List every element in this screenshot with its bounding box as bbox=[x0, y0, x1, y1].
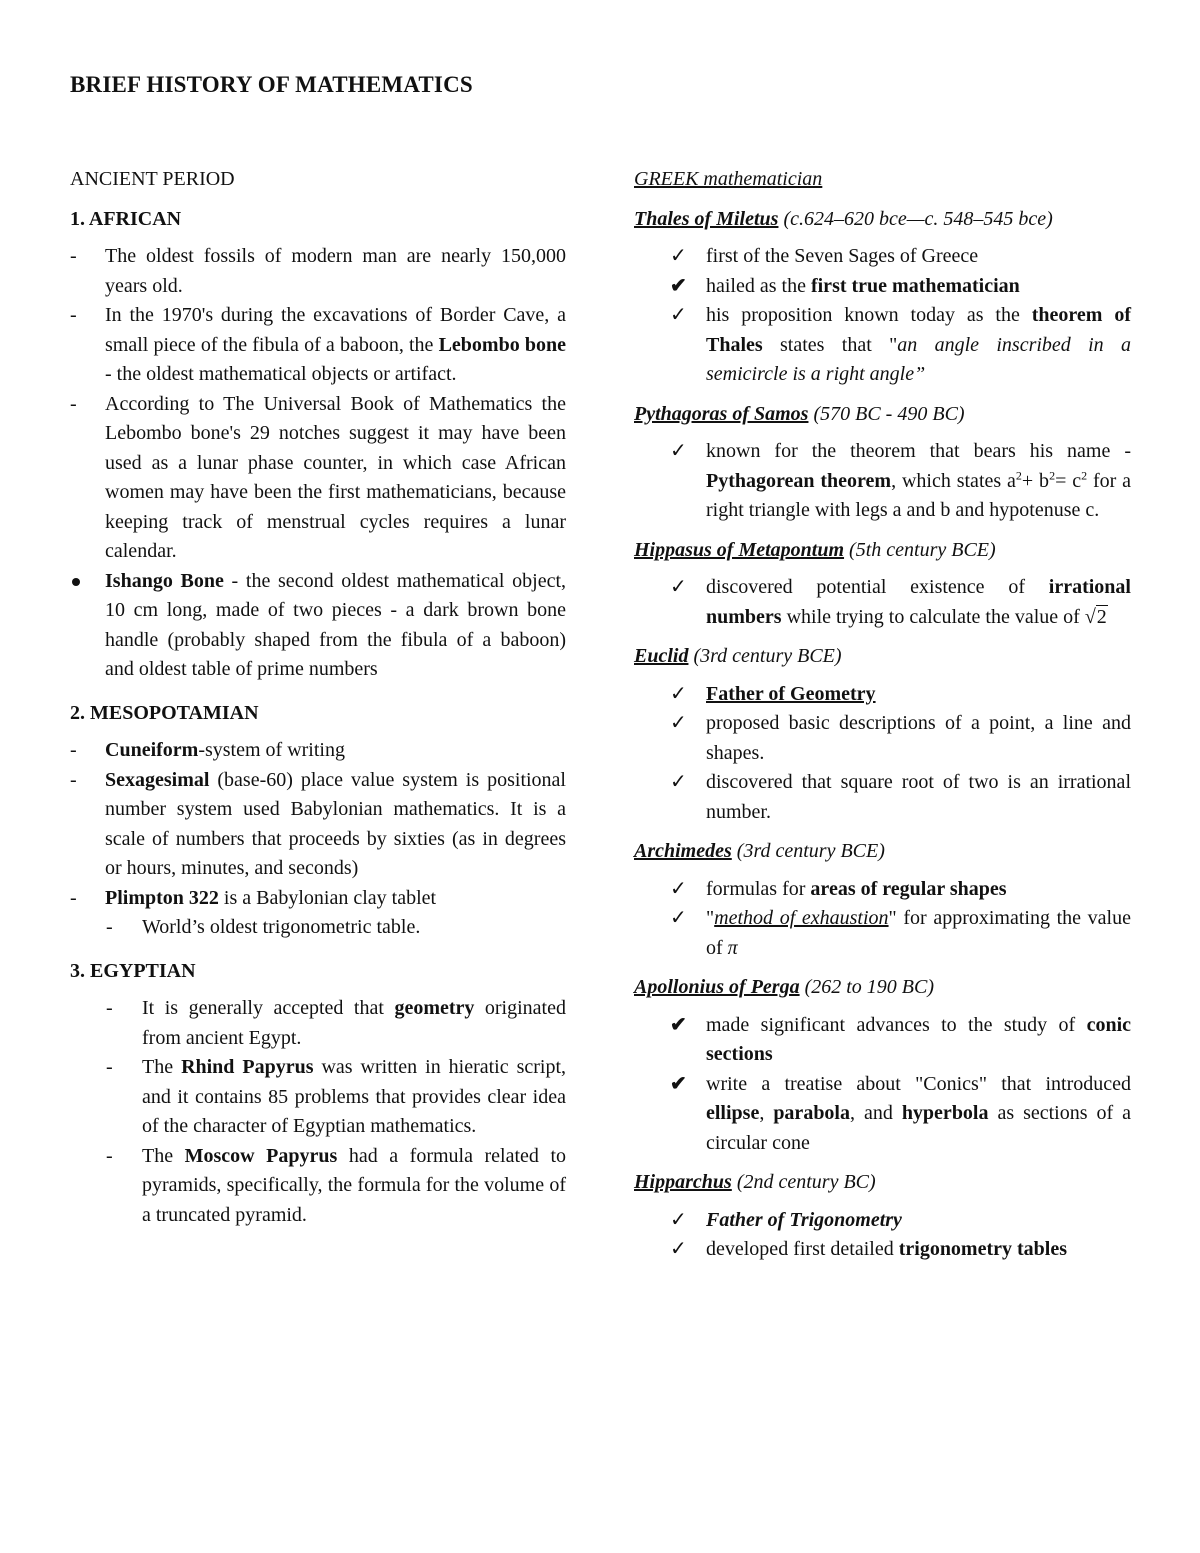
sub-list-item: - World’s oldest trigonometric table. bbox=[70, 913, 566, 943]
checkmark-icon: ✓ bbox=[670, 304, 687, 326]
mathematician-euclid: Euclid (3rd century BCE) bbox=[634, 645, 842, 667]
checkmark-icon: ✔ bbox=[670, 1013, 687, 1036]
dash-bullet: - bbox=[70, 768, 77, 791]
left-column bbox=[70, 165, 566, 1230]
period-heading: ANCIENT PERIOD bbox=[70, 168, 235, 190]
dash-bullet: - bbox=[106, 1056, 113, 1078]
mathematician-thales: Thales of Miletus (c.624–620 bce—c. 548–545 bce) bbox=[634, 207, 1053, 230]
checkmark-icon: ✔ bbox=[670, 274, 687, 297]
mathematician-apollonius: Apollonius of Perga (262 to 190 BC) bbox=[634, 976, 935, 998]
dash-bullet: - bbox=[70, 392, 77, 415]
checkmark-icon: ✓ bbox=[670, 712, 687, 734]
list-item: ✓ his proposition known today as the theorem of Thales states that "an angle inscribed in a semicircle is a right angle” bbox=[634, 301, 1131, 390]
mathematician-hipparchus: Hipparchus (2nd century BC) bbox=[634, 1171, 876, 1193]
checkmark-icon: ✔ bbox=[670, 1072, 687, 1095]
dash-bullet: - bbox=[70, 886, 77, 909]
mathematician-pythagoras: Pythagoras of Samos (570 BC - 490 BC) bbox=[634, 402, 965, 425]
checkmark-icon: ✓ bbox=[670, 1208, 687, 1231]
list-item: ✓ discovered that square root of two is an irrational number. bbox=[634, 768, 1131, 827]
section-african-heading: 1. AFRICAN bbox=[70, 207, 182, 230]
list-item: ✓ discovered potential existence of irrational numbers while trying to calculate the value of √2 bbox=[634, 573, 1131, 632]
mathematician-hippasus: Hippasus of Metapontum (5th century BCE) bbox=[634, 538, 996, 561]
dash-bullet: - bbox=[106, 1144, 113, 1167]
checkmark-icon: ✓ bbox=[670, 1238, 687, 1260]
list-item: ✓ known for the theorem that bears his name - Pythagorean theorem, which states $a^2+ b^2= c^2$ for a right triangle with legs a and b and hypotenuse c. bbox=[634, 437, 1131, 526]
list-item: ✓ "method of exhaustion" for approximating the value of π bbox=[634, 904, 1131, 963]
list-item: - The Moscow Papyrus had a formula related to pyramids, specifically, the formula for the volume of a truncated pyramid. bbox=[70, 1142, 566, 1231]
list-item: ✔ hailed as the first true mathematician bbox=[634, 272, 1131, 302]
list-item: ✓ formulas for areas of regular shapes bbox=[634, 875, 1131, 905]
dash-bullet: - bbox=[70, 739, 77, 761]
checkmark-icon: ✓ bbox=[670, 877, 687, 900]
list-item: ✔ made significant advances to the study of conic sections bbox=[634, 1011, 1131, 1070]
mathematician-archimedes: Archimedes (3rd century BCE) bbox=[634, 840, 885, 862]
dash-bullet: - bbox=[70, 245, 77, 267]
list-item: - The oldest fossils of modern man are nearly 150,000 years old. bbox=[70, 242, 566, 301]
checkmark-icon: ✓ bbox=[670, 245, 687, 267]
section-mesopotamian-heading: 2. MESOPOTAMIAN bbox=[70, 701, 259, 724]
dash-bullet: - bbox=[106, 916, 113, 938]
list-item: ✓ Father of Geometry bbox=[634, 680, 1131, 710]
list-item: - Cuneiform-system of writing bbox=[70, 736, 566, 766]
list-item: ✓ Father of Trigonometry bbox=[634, 1206, 1131, 1236]
list-item: ✔ write a treatise about "Conics" that introduced ellipse, parabola, and hyperbola as sections of a circular cone bbox=[634, 1070, 1131, 1159]
checkmark-icon: ✓ bbox=[670, 771, 687, 793]
list-item: - According to The Universal Book of Mathematics the Lebombo bone's 29 notches suggest it may have been used as a lunar phase counter, in which case African women may have been the first mathematicians, because keeping track of menstrual cycles requires a lunar calendar. bbox=[70, 390, 566, 567]
list-item: ✓ developed first detailed trigonometry tables bbox=[634, 1235, 1131, 1265]
checkmark-icon: ✓ bbox=[670, 576, 687, 598]
greek-heading: GREEK mathematician bbox=[634, 168, 823, 190]
list-item: - It is generally accepted that geometry originated from ancient Egypt. bbox=[70, 994, 566, 1053]
section-egyptian-heading: 3. EGYPTIAN bbox=[70, 959, 196, 982]
bullet-dot-icon bbox=[72, 578, 80, 586]
checkmark-icon: ✓ bbox=[670, 907, 687, 929]
list-item: ✓ first of the Seven Sages of Greece bbox=[634, 242, 1131, 272]
checkmark-icon: ✓ bbox=[670, 682, 687, 705]
list-item: - Sexagesimal (base-60) place value system is positional number system used Babylonian mathematics. It is a scale of numbers that proceeds by sixties (as in degrees or hours, minutes, and seconds) bbox=[70, 766, 566, 884]
list-item: ✓ proposed basic descriptions of a point, a line and shapes. bbox=[634, 709, 1131, 768]
checkmark-icon: ✓ bbox=[670, 440, 687, 462]
list-item: Ishango Bone - the second oldest mathematical object, 10 cm long, made of two pieces - a dark brown bone handle (probably shaped from the fibula of a baboon) and oldest table of prime numbers bbox=[70, 567, 566, 685]
page-title: BRIEF HISTORY OF MATHEMATICS bbox=[70, 72, 473, 97]
list-item: - In the 1970's during the excavations of Border Cave, a small piece of the fibula of a baboon, the Lebombo bone - the oldest mathematical objects or artifact. bbox=[70, 301, 566, 390]
dash-bullet: - bbox=[106, 997, 113, 1019]
dash-bullet: - bbox=[70, 304, 77, 326]
list-item: - The Rhind Papyrus was written in hieratic script, and it contains 85 problems that provides clear idea of the character of Egyptian mathematics. bbox=[70, 1053, 566, 1142]
right-column bbox=[634, 165, 1131, 1265]
list-item: - Plimpton 322 is a Babylonian clay tablet bbox=[70, 884, 566, 914]
square-root-symbol: √2 bbox=[1084, 605, 1107, 628]
